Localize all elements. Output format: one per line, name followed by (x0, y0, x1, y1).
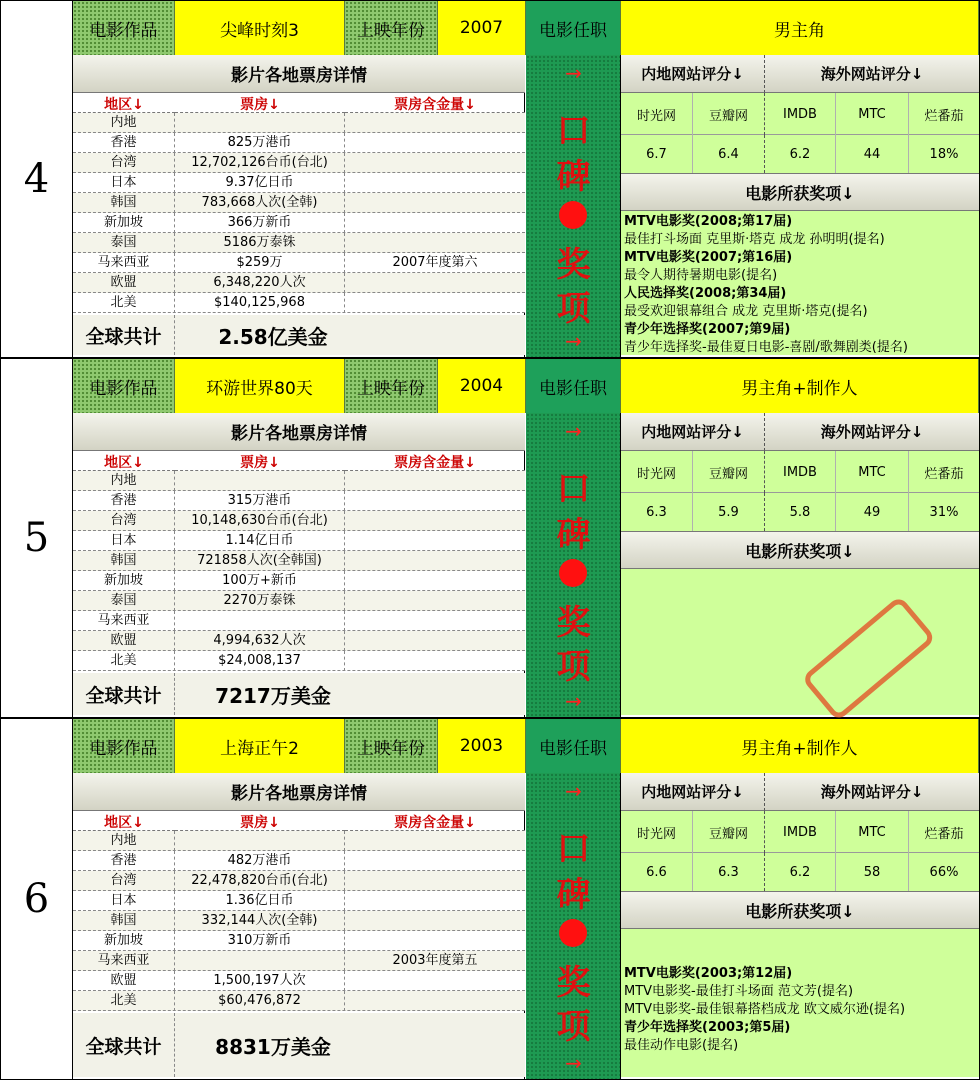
table-row (73, 233, 525, 253)
rating-site-name: 烂番茄 (924, 826, 964, 842)
rating-site-name: 时光网 (621, 811, 693, 853)
rating-site-name: MTC (836, 451, 909, 493)
rating-site-name: MTC (836, 811, 909, 853)
region-cell: 香港 (73, 851, 175, 871)
rating-score: 31% (929, 504, 959, 520)
overseas-ratings-header: 海外网站评分↓ (765, 413, 979, 451)
table-row (73, 831, 525, 851)
domestic-ratings-header: 内地网站评分↓ (621, 413, 765, 451)
region-cell: 韩国 (73, 551, 175, 571)
region-cell: 新加坡 (73, 931, 175, 951)
rating-site-name: MTC (836, 93, 909, 135)
region-cell: 泰国 (73, 591, 175, 611)
rating-site-name: 烂番茄 (924, 108, 964, 124)
region-cell: 台湾 (73, 153, 175, 173)
domestic-ratings-header: 内地网站评分↓ (621, 773, 765, 811)
award-item: 最佳打斗场面 克里斯·塔克 成龙 孙明明(提名) (624, 232, 885, 247)
release-year: 2003 (438, 719, 526, 773)
film-title: 尖峰时刻3 (175, 1, 345, 55)
region-cell: 香港 (73, 491, 175, 511)
box-office-rows (73, 113, 525, 313)
share-cell: 2007年度第六 (392, 255, 478, 270)
film-block (0, 0, 980, 358)
rating-score: 66% (929, 864, 959, 880)
column-header-box-office: 票房↓ (175, 813, 345, 831)
column-header-region: 地区↓ (73, 95, 175, 113)
box-office-cell (175, 113, 345, 133)
rating-site-name: 时光网 (621, 451, 693, 493)
share-cell (345, 471, 525, 491)
rating-score: 6.2 (765, 853, 836, 891)
global-total-value: 7217万美金 (215, 683, 331, 708)
region-cell: 欧盟 (73, 273, 175, 293)
box-office-panel (73, 413, 525, 717)
row-number: 4 (1, 1, 73, 357)
table-row (73, 631, 525, 651)
role-label: 电影任职 (526, 1, 621, 55)
box-office-cell (175, 831, 345, 851)
share-cell (345, 831, 525, 851)
box-office-cell: 783,668人次(全韩) (175, 193, 345, 213)
year-label: 上映年份 (345, 719, 438, 773)
award-item: MTV电影奖-最佳打斗场面 范文芳(提名) (624, 984, 854, 999)
share-cell (345, 611, 525, 631)
box-office-cell: 22,478,820台币(台北) (175, 871, 345, 891)
table-row (73, 891, 525, 911)
rating-score: 49 (836, 493, 909, 531)
table-row (73, 991, 525, 1011)
column-header-region: 地区↓ (73, 813, 175, 831)
box-office-cell: 9.37亿日币 (175, 173, 345, 193)
award-item: 青少年选择奖-最佳夏日电影-喜剧/歌舞剧类(提名) (624, 340, 908, 355)
arrow-right-icon: → (565, 779, 582, 803)
award-item: MTV电影奖-最佳银幕搭档成龙 欧文威尔逊(提名) (624, 1002, 906, 1017)
rating-score: 58 (836, 853, 909, 891)
column-header-box-office: 票房↓ (175, 95, 345, 113)
box-office-cell: 100万+新币 (175, 571, 345, 591)
mid-char: 碑 (556, 515, 591, 555)
share-cell (345, 233, 525, 253)
reputation-awards-divider (526, 413, 621, 717)
share-cell (345, 133, 525, 153)
year-label: 上映年份 (345, 1, 438, 55)
award-title: 人民选择奖(2008;第34届) (624, 286, 787, 301)
table-row (73, 531, 525, 551)
share-cell (345, 911, 525, 931)
region-cell: 台湾 (73, 511, 175, 531)
box-office-rows (73, 471, 525, 671)
box-office-cell: 332,144人次(全韩) (175, 911, 345, 931)
award-title: MTV电影奖(2007;第16届) (624, 250, 793, 265)
rating-score: 18% (929, 146, 959, 162)
column-header-region: 地区↓ (73, 453, 175, 471)
share-cell (345, 531, 525, 551)
box-office-cell: 5186万泰铢 (175, 233, 345, 253)
box-office-cell: $259万 (175, 253, 345, 273)
global-total (73, 673, 525, 715)
region-cell: 北美 (73, 991, 175, 1011)
rating-score: 44 (836, 135, 909, 173)
table-row (73, 651, 525, 671)
rating-score: 6.2 (765, 135, 836, 173)
mid-char: 项 (556, 647, 591, 687)
red-dot-icon (559, 559, 587, 587)
table-row (73, 611, 525, 631)
film-role: 男主角+制作人 (621, 719, 979, 773)
share-cell: 2003年度第五 (392, 953, 478, 968)
box-office-cell: $24,008,137 (175, 651, 345, 671)
region-cell: 马来西亚 (73, 611, 175, 631)
share-cell (345, 651, 525, 671)
table-row (73, 133, 525, 153)
box-office-cell (175, 471, 345, 491)
rating-score: 6.3 (693, 853, 765, 891)
arrow-right-icon: → (565, 1051, 582, 1075)
mid-char: 项 (556, 289, 591, 329)
column-header-share: 票房含金量↓ (345, 813, 525, 831)
row-number: 5 (1, 359, 73, 717)
share-cell (345, 591, 525, 611)
share-cell (345, 971, 525, 991)
region-cell: 新加坡 (73, 213, 175, 233)
region-cell: 马来西亚 (73, 951, 175, 971)
row-number: 6 (1, 719, 73, 1079)
ratings-awards-panel (621, 773, 979, 1079)
box-office-cell: 6,348,220人次 (175, 273, 345, 293)
mid-char: 碑 (556, 875, 591, 915)
table-row (73, 113, 525, 133)
region-cell: 台湾 (73, 871, 175, 891)
rating-site-name: 时光网 (621, 93, 693, 135)
award-item: 最佳动作电影(提名) (624, 1038, 739, 1053)
rating-score: 6.7 (621, 135, 693, 173)
rating-score: 6.4 (693, 135, 765, 173)
box-office-cell: 721858人次(全韩国) (175, 551, 345, 571)
share-cell (345, 991, 525, 1011)
global-total-label: 全球共计 (73, 1013, 175, 1077)
mid-char: 口 (556, 111, 591, 151)
table-row (73, 213, 525, 233)
table-row (73, 273, 525, 293)
share-cell (345, 193, 525, 213)
column-header-box-office: 票房↓ (175, 453, 345, 471)
global-total-value: 8831万美金 (215, 1034, 331, 1059)
rating-sites-row (621, 811, 979, 853)
region-cell: 新加坡 (73, 571, 175, 591)
global-total (73, 315, 525, 355)
year-label: 上映年份 (345, 359, 438, 413)
table-row (73, 293, 525, 313)
share-cell (345, 891, 525, 911)
box-office-cell: 1.36亿日币 (175, 891, 345, 911)
ratings-awards-panel (621, 55, 979, 357)
awards-header: 电影所获奖项↓ (621, 891, 979, 929)
region-cell: 北美 (73, 651, 175, 671)
box-office-cell: 310万新币 (175, 931, 345, 951)
global-total-label: 全球共计 (73, 315, 175, 355)
table-row (73, 931, 525, 951)
region-cell: 日本 (73, 531, 175, 551)
film-header-bar (73, 1, 979, 55)
rating-site-name: IMDB (765, 451, 836, 493)
box-office-cell: 482万港币 (175, 851, 345, 871)
region-cell: 内地 (73, 831, 175, 851)
share-cell (345, 153, 525, 173)
box-office-cell: 2270万泰铢 (175, 591, 345, 611)
film-title: 上海正午2 (175, 719, 345, 773)
global-total (73, 1013, 525, 1077)
overseas-ratings-header: 海外网站评分↓ (765, 773, 979, 811)
region-cell: 泰国 (73, 233, 175, 253)
film-role: 男主角+制作人 (621, 359, 979, 413)
rating-score: 5.8 (765, 493, 836, 531)
rating-site-name: IMDB (765, 93, 836, 135)
share-cell (345, 631, 525, 651)
rating-site-name: 豆瓣网 (693, 811, 765, 853)
awards-header: 电影所获奖项↓ (621, 173, 979, 211)
role-label: 电影任职 (526, 359, 621, 413)
mid-char: 奖 (556, 963, 591, 1003)
box-office-panel (73, 55, 525, 357)
region-cell: 韩国 (73, 911, 175, 931)
arrow-right-icon: → (565, 689, 582, 713)
region-cell: 马来西亚 (73, 253, 175, 273)
table-row (73, 173, 525, 193)
share-cell (345, 551, 525, 571)
rating-scores-row (621, 135, 979, 173)
box-office-panel (73, 773, 525, 1079)
table-row (73, 871, 525, 891)
region-cell: 内地 (73, 113, 175, 133)
share-cell (345, 851, 525, 871)
region-cell: 欧盟 (73, 631, 175, 651)
share-cell (345, 871, 525, 891)
table-row (73, 591, 525, 611)
awards-header: 电影所获奖项↓ (621, 531, 979, 569)
table-row (73, 193, 525, 213)
table-row (73, 851, 525, 871)
rating-scores-row (621, 853, 979, 891)
stamp-seal (790, 580, 950, 740)
film-title: 环游世界80天 (175, 359, 345, 413)
share-cell (345, 273, 525, 293)
box-office-cell: 1,500,197人次 (175, 971, 345, 991)
award-title: MTV电影奖(2003;第12届) (624, 966, 793, 981)
mid-char: 口 (556, 469, 591, 509)
box-office-title: 影片各地票房详情 (73, 413, 525, 451)
table-row (73, 971, 525, 991)
global-total-value: 2.58亿美金 (218, 324, 328, 349)
box-office-cell: $140,125,968 (175, 293, 345, 313)
red-dot-icon (559, 201, 587, 229)
rating-score: 6.6 (621, 853, 693, 891)
rating-site-name: 豆瓣网 (693, 451, 765, 493)
box-office-cell: 12,702,126台币(台北) (175, 153, 345, 173)
region-cell: 日本 (73, 173, 175, 193)
box-office-cell: 366万新币 (175, 213, 345, 233)
box-office-cell: 825万港币 (175, 133, 345, 153)
box-office-cell: $60,476,872 (175, 991, 345, 1011)
film-role: 男主角 (621, 1, 979, 55)
box-office-title: 影片各地票房详情 (73, 773, 525, 811)
box-office-cell: 1.14亿日币 (175, 531, 345, 551)
table-row (73, 491, 525, 511)
region-cell: 韩国 (73, 193, 175, 213)
box-office-cell: 315万港币 (175, 491, 345, 511)
overseas-ratings-header: 海外网站评分↓ (765, 55, 979, 93)
rating-score: 5.9 (693, 493, 765, 531)
table-row (73, 471, 525, 491)
awards-list (621, 211, 979, 355)
rating-sites-row (621, 93, 979, 135)
share-cell (345, 571, 525, 591)
mid-char: 碑 (556, 157, 591, 197)
box-office-rows (73, 831, 525, 1011)
box-office-cell (175, 951, 345, 971)
reputation-awards-divider (526, 55, 621, 357)
region-cell: 内地 (73, 471, 175, 491)
share-cell (345, 931, 525, 951)
box-office-cell: 10,148,630台币(台北) (175, 511, 345, 531)
arrow-right-icon: → (565, 329, 582, 353)
mid-char: 奖 (556, 245, 591, 285)
region-cell: 欧盟 (73, 971, 175, 991)
domestic-ratings-header: 内地网站评分↓ (621, 55, 765, 93)
rating-site-name: IMDB (765, 811, 836, 853)
table-row (73, 511, 525, 531)
region-cell: 北美 (73, 293, 175, 313)
award-title: 青少年选择奖(2007;第9届) (624, 322, 791, 337)
film-label: 电影作品 (73, 359, 175, 413)
region-cell: 香港 (73, 133, 175, 153)
mid-char: 口 (556, 829, 591, 869)
table-row (73, 911, 525, 931)
table-row (73, 153, 525, 173)
share-cell (345, 113, 525, 133)
share-cell (345, 213, 525, 233)
rating-site-name: 烂番茄 (924, 466, 964, 482)
red-dot-icon (559, 919, 587, 947)
reputation-awards-divider (526, 773, 621, 1079)
award-item: 最令人期待暑期电影(提名) (624, 268, 778, 283)
rating-score: 6.3 (621, 493, 693, 531)
table-row (73, 551, 525, 571)
rating-sites-row (621, 451, 979, 493)
share-cell (345, 511, 525, 531)
table-row (73, 571, 525, 591)
film-label: 电影作品 (73, 1, 175, 55)
role-label: 电影任职 (526, 719, 621, 773)
region-cell: 日本 (73, 891, 175, 911)
awards-list (621, 929, 979, 1077)
global-total-label: 全球共计 (73, 673, 175, 715)
box-office-cell: 4,994,632人次 (175, 631, 345, 651)
arrow-right-icon: → (565, 419, 582, 443)
box-office-cell (175, 611, 345, 631)
table-row (73, 253, 525, 273)
share-cell (345, 173, 525, 193)
award-title: MTV电影奖(2008;第17届) (624, 214, 793, 229)
arrow-right-icon: → (565, 61, 582, 85)
table-row (73, 951, 525, 971)
film-header-bar (73, 359, 979, 413)
film-label: 电影作品 (73, 719, 175, 773)
film-block (0, 718, 980, 1080)
rating-scores-row (621, 493, 979, 531)
mid-char: 奖 (556, 603, 591, 643)
column-header-share: 票房含金量↓ (345, 95, 525, 113)
column-header-share: 票房含金量↓ (345, 453, 525, 471)
box-office-title: 影片各地票房详情 (73, 55, 525, 93)
share-cell (345, 293, 525, 313)
share-cell (345, 491, 525, 511)
mid-char: 项 (556, 1007, 591, 1047)
award-title: 青少年选择奖(2003;第5届) (624, 1020, 791, 1035)
release-year: 2007 (438, 1, 526, 55)
release-year: 2004 (438, 359, 526, 413)
award-item: 最受欢迎银幕组合 成龙 克里斯·塔克(提名) (624, 304, 868, 319)
rating-site-name: 豆瓣网 (693, 93, 765, 135)
